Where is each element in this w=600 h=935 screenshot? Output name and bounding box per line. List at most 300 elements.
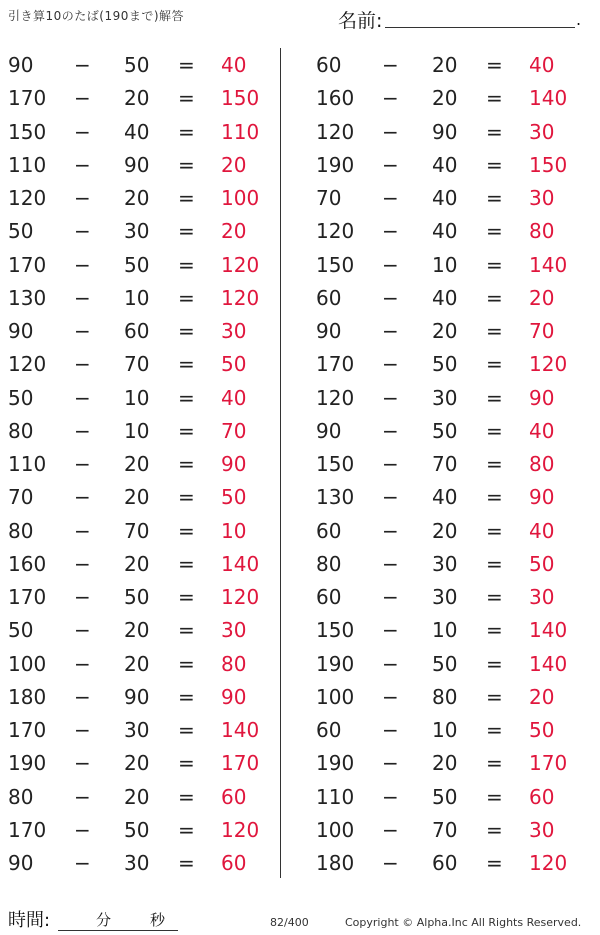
page-number: 82/400 [270,916,309,929]
minus-sign: − [74,585,91,609]
minuend: 180 [8,684,47,709]
answer: 60 [529,784,555,809]
minuend: 120 [316,219,355,244]
problem-row [6,116,276,149]
equals-sign: = [486,452,503,476]
answer: 150 [529,152,568,177]
equals-sign: = [486,53,503,77]
equals-sign: = [486,152,503,177]
subtrahend: 50 [432,651,458,676]
subtrahend: 80 [432,684,458,709]
equals-sign: = [178,817,195,842]
problem-row [314,781,584,814]
problem-row [6,382,276,415]
subtrahend: 50 [432,352,458,377]
problem-row [6,182,276,215]
problem-row [314,814,584,847]
subtrahend: 10 [124,385,150,410]
minuend: 90 [8,53,34,77]
minuend: 90 [316,319,342,343]
minuend: 90 [8,319,34,343]
answer: 140 [221,718,260,742]
equals-sign: = [486,518,503,543]
subtrahend: 20 [432,86,458,111]
problem-row [314,548,584,581]
equals-sign: = [178,385,195,410]
problem-row [314,49,584,82]
time-underline [58,930,178,931]
minus-sign: − [382,186,399,210]
minuend: 50 [8,219,34,244]
equals-sign: = [178,518,195,543]
minus-sign: − [74,751,91,776]
minus-sign: − [382,784,399,809]
minus-sign: − [74,53,91,77]
minus-sign: − [382,618,399,643]
minuend: 120 [316,119,355,144]
answer: 60 [221,851,247,875]
subtrahend: 20 [124,751,150,776]
equals-sign: = [178,651,195,676]
subtrahend: 10 [124,418,150,443]
minus-sign: − [382,518,399,543]
minus-sign: − [382,119,399,144]
answer: 30 [529,119,555,144]
problem-row [6,781,276,814]
minus-sign: − [382,152,399,177]
problem-row [314,648,584,681]
minuend: 80 [8,518,34,543]
minus-sign: − [74,418,91,443]
subtrahend: 90 [432,119,458,144]
answer: 30 [529,585,555,609]
problem-row [314,82,584,115]
minuend: 150 [316,618,355,643]
minuend: 190 [8,751,47,776]
problem-row [314,348,584,381]
minuend: 100 [8,651,47,676]
problem-row [6,714,276,747]
minuend: 60 [316,518,342,543]
problem-row [314,581,584,614]
problem-row [6,548,276,581]
minus-sign: − [74,518,91,543]
answer: 70 [529,319,555,343]
subtrahend: 20 [124,651,150,676]
answer: 70 [221,418,247,443]
name-label: 名前: [338,10,383,32]
minuend: 180 [316,851,355,875]
subtrahend: 10 [124,285,150,310]
equals-sign: = [178,585,195,609]
minuend: 130 [8,285,47,310]
equals-sign: = [178,152,195,177]
equals-sign: = [486,485,503,510]
equals-sign: = [178,751,195,776]
minus-sign: − [74,186,91,210]
problem-row [314,481,584,514]
problem-row [6,581,276,614]
minutes-label: 分 [96,911,112,929]
minus-sign: − [382,751,399,776]
minuend: 60 [316,718,342,742]
subtrahend: 30 [432,385,458,410]
equals-sign: = [486,186,503,210]
minuend: 120 [8,186,47,210]
minus-sign: − [382,86,399,111]
equals-sign: = [178,53,195,77]
minuend: 70 [316,186,342,210]
minuend: 150 [316,252,355,277]
subtrahend: 40 [432,152,458,177]
problem-row [6,82,276,115]
minus-sign: − [382,53,399,77]
problem-row [6,49,276,82]
answer: 150 [221,86,260,111]
answer: 30 [529,817,555,842]
minuend: 50 [8,385,34,410]
minus-sign: − [382,385,399,410]
minus-sign: − [74,285,91,310]
problem-row [6,515,276,548]
subtrahend: 40 [432,219,458,244]
problem-row [314,315,584,348]
problem-row [6,814,276,847]
equals-sign: = [178,252,195,277]
subtrahend: 20 [432,518,458,543]
answer: 50 [529,718,555,742]
problem-row [314,415,584,448]
answer: 30 [221,618,247,643]
subtrahend: 50 [124,585,150,609]
minuend: 110 [316,784,355,809]
equals-sign: = [178,186,195,210]
answer: 20 [529,285,555,310]
minus-sign: − [74,452,91,476]
time-label: 時間: [8,910,51,931]
answer: 80 [221,651,247,676]
answer: 120 [529,352,568,377]
answer: 170 [529,751,568,776]
equals-sign: = [178,418,195,443]
answer: 120 [529,851,568,875]
problem-row [314,182,584,215]
equals-sign: = [486,252,503,277]
answer: 50 [529,551,555,576]
minus-sign: − [382,551,399,576]
equals-sign: = [486,585,503,609]
subtrahend: 30 [124,219,150,244]
equals-sign: = [486,618,503,643]
subtrahend: 10 [432,618,458,643]
minus-sign: − [382,817,399,842]
seconds-label: 秒 [150,911,166,929]
minuend: 170 [8,86,47,111]
subtrahend: 50 [124,252,150,277]
equals-sign: = [486,817,503,842]
minuend: 60 [316,53,342,77]
minuend: 190 [316,751,355,776]
minuend: 190 [316,152,355,177]
equals-sign: = [486,684,503,709]
subtrahend: 40 [432,285,458,310]
minuend: 90 [316,418,342,443]
minuend: 100 [316,817,355,842]
subtrahend: 40 [432,485,458,510]
minus-sign: − [382,252,399,277]
answer: 90 [529,385,555,410]
answer: 80 [529,219,555,244]
problem-row [6,481,276,514]
problem-row [314,714,584,747]
subtrahend: 30 [432,551,458,576]
subtrahend: 40 [124,119,150,144]
answer: 140 [529,86,568,111]
equals-sign: = [178,352,195,377]
left-problem-column [6,49,276,880]
minus-sign: − [74,784,91,809]
equals-sign: = [178,684,195,709]
problem-row [6,249,276,282]
equals-sign: = [486,551,503,576]
equals-sign: = [178,285,195,310]
answer: 40 [529,518,555,543]
subtrahend: 20 [124,784,150,809]
equals-sign: = [178,784,195,809]
answer: 50 [221,352,247,377]
subtrahend: 90 [124,684,150,709]
minus-sign: − [74,851,91,875]
answer: 30 [529,186,555,210]
answer: 110 [221,119,260,144]
minuend: 50 [8,618,34,643]
minus-sign: − [74,319,91,343]
equals-sign: = [486,219,503,244]
answer: 120 [221,585,260,609]
equals-sign: = [178,119,195,144]
minus-sign: − [74,252,91,277]
equals-sign: = [486,86,503,111]
problem-row [314,614,584,647]
equals-sign: = [486,784,503,809]
answer: 40 [221,385,247,410]
minus-sign: − [382,485,399,510]
answer: 90 [221,452,247,476]
subtrahend: 60 [432,851,458,875]
minuend: 90 [8,851,34,875]
answer: 80 [529,452,555,476]
answer: 170 [221,751,260,776]
equals-sign: = [178,219,195,244]
minus-sign: − [74,119,91,144]
equals-sign: = [486,285,503,310]
minus-sign: − [382,684,399,709]
minus-sign: − [382,851,399,875]
answer: 90 [529,485,555,510]
equals-sign: = [486,851,503,875]
answer: 50 [221,485,247,510]
subtrahend: 30 [124,851,150,875]
equals-sign: = [178,618,195,643]
answer: 20 [221,152,247,177]
problem-row [6,215,276,248]
answer: 120 [221,285,260,310]
minuend: 110 [8,452,47,476]
answer: 20 [529,684,555,709]
subtrahend: 60 [124,319,150,343]
equals-sign: = [486,651,503,676]
subtrahend: 20 [124,485,150,510]
minuend: 80 [8,418,34,443]
right-problem-column [314,49,584,880]
minus-sign: − [382,219,399,244]
minus-sign: − [74,817,91,842]
problem-row [314,515,584,548]
answer: 120 [221,817,260,842]
equals-sign: = [178,851,195,875]
minuend: 150 [8,119,47,144]
minus-sign: − [382,585,399,609]
answer: 10 [221,518,247,543]
subtrahend: 10 [432,718,458,742]
minus-sign: − [74,551,91,576]
equals-sign: = [486,119,503,144]
minus-sign: − [74,651,91,676]
problem-row [314,847,584,880]
problem-row [314,149,584,182]
minus-sign: − [382,452,399,476]
minuend: 70 [8,485,34,510]
answer: 100 [221,186,260,210]
answer: 90 [221,684,247,709]
copyright-text: Copyright © Alpha.Inc All Rights Reserved. [345,916,582,929]
name-end-dot: . [576,10,582,29]
subtrahend: 30 [124,718,150,742]
minuend: 120 [8,352,47,377]
problem-row [6,348,276,381]
subtrahend: 70 [432,817,458,842]
problem-row [6,448,276,481]
equals-sign: = [178,319,195,343]
minus-sign: − [74,152,91,177]
problem-row [6,614,276,647]
problem-row [6,747,276,780]
equals-sign: = [486,751,503,776]
column-divider [280,48,281,878]
subtrahend: 30 [432,585,458,609]
minuend: 170 [8,252,47,277]
answer: 140 [221,551,260,576]
minuend: 60 [316,585,342,609]
minuend: 120 [316,385,355,410]
subtrahend: 20 [432,751,458,776]
equals-sign: = [486,385,503,410]
equals-sign: = [178,551,195,576]
subtrahend: 20 [432,53,458,77]
minus-sign: − [382,651,399,676]
minus-sign: − [382,418,399,443]
minuend: 60 [316,285,342,310]
problem-row [314,681,584,714]
equals-sign: = [178,485,195,510]
answer: 40 [529,53,555,77]
equals-sign: = [486,418,503,443]
equals-sign: = [178,86,195,111]
minuend: 170 [8,817,47,842]
problem-row [314,249,584,282]
minus-sign: − [382,718,399,742]
answer: 140 [529,651,568,676]
minuend: 160 [316,86,355,111]
subtrahend: 50 [432,418,458,443]
minuend: 150 [316,452,355,476]
subtrahend: 70 [124,518,150,543]
minuend: 170 [316,352,355,377]
answer: 120 [221,252,260,277]
subtrahend: 50 [432,784,458,809]
answer: 20 [221,219,247,244]
name-underline [385,27,575,28]
subtrahend: 70 [432,452,458,476]
subtrahend: 70 [124,352,150,377]
problem-row [6,847,276,880]
minuend: 130 [316,485,355,510]
equals-sign: = [178,718,195,742]
problem-row [314,215,584,248]
minuend: 80 [8,784,34,809]
subtrahend: 10 [432,252,458,277]
subtrahend: 20 [432,319,458,343]
answer: 30 [221,319,247,343]
answer: 40 [529,418,555,443]
problem-row [6,315,276,348]
equals-sign: = [178,452,195,476]
subtrahend: 20 [124,618,150,643]
subtrahend: 20 [124,551,150,576]
minus-sign: − [74,718,91,742]
subtrahend: 50 [124,53,150,77]
minus-sign: − [74,385,91,410]
answer: 40 [221,53,247,77]
problem-row [6,149,276,182]
minus-sign: − [74,485,91,510]
minuend: 170 [8,718,47,742]
problem-row [6,648,276,681]
minuend: 170 [8,585,47,609]
problem-row [314,382,584,415]
subtrahend: 90 [124,152,150,177]
subtrahend: 20 [124,186,150,210]
minuend: 100 [316,684,355,709]
equals-sign: = [486,319,503,343]
minuend: 80 [316,551,342,576]
problem-row [314,116,584,149]
problem-row [6,681,276,714]
minus-sign: − [74,352,91,377]
subtrahend: 50 [124,817,150,842]
problem-row [314,747,584,780]
minuend: 160 [8,551,47,576]
subtrahend: 20 [124,452,150,476]
problem-row [6,415,276,448]
worksheet-title: 引き算10のたば(190まで)解答 [8,9,185,23]
minus-sign: − [74,219,91,244]
minus-sign: − [74,618,91,643]
minuend: 190 [316,651,355,676]
subtrahend: 20 [124,86,150,111]
minus-sign: − [382,319,399,343]
minuend: 110 [8,152,47,177]
